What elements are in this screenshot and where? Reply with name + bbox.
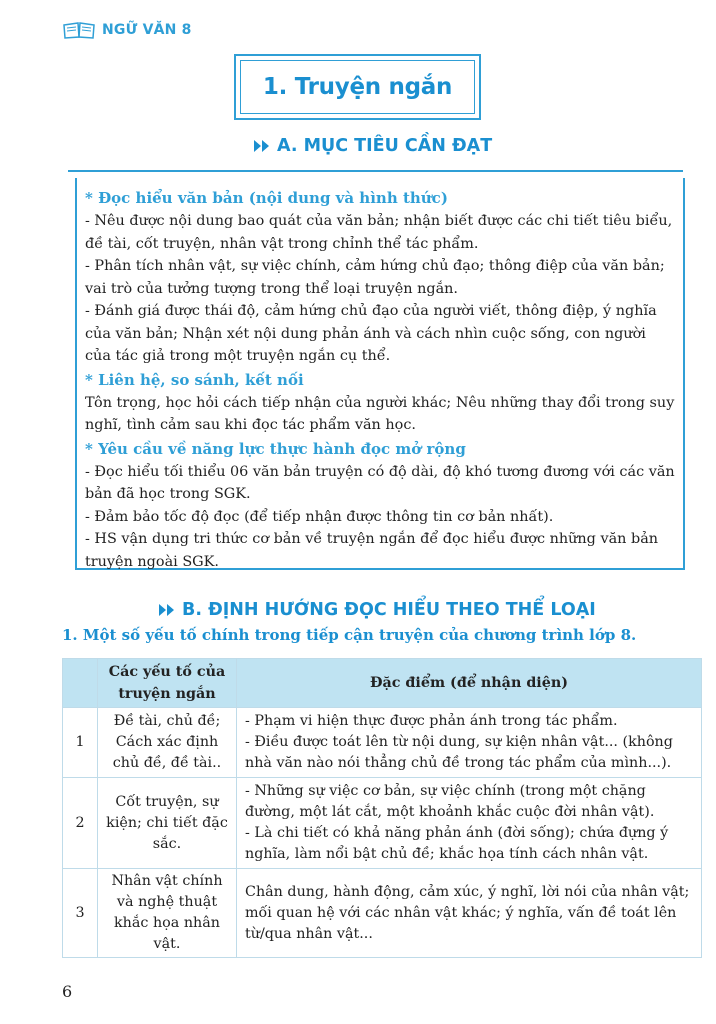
feature-line: - Phạm vi hiện thực được phản ánh trong tác phẩm. [245,713,618,729]
objective-item: - HS vận dụng tri thức cơ bản về truyện ngắn để đọc hiểu được những văn bản truyện ngoài SGK. [85,531,659,570]
row-features [237,869,702,958]
frame-top-line [68,170,683,172]
row-element: Đề tài, chủ đề; Cách xác định chủ đề, đề tài.. [98,708,237,778]
table-header-features: Đặc điểm (để nhận diện) [237,659,702,708]
feature-line: - Điều được toát lên từ nội dung, sự kiện nhân vật... (không nhà văn nào nói thẳng chủ đề trong tác phẩm của mình...). [245,734,673,771]
section-b-heading-text: B. ĐỊNH HƯỚNG ĐỌC HIỂU THEO THỂ LOẠI [182,600,596,620]
page-number: 6 [62,982,73,1001]
double-arrow-icon [158,603,176,617]
book-title: NGỮ VĂN 8 [102,22,192,38]
objectives-subheading-connect: * Liên hệ, so sánh, kết nối [85,370,304,389]
row-element: Nhân vật chính và nghệ thuật khắc họa nhân vật. [98,869,237,958]
lesson-title-box [234,54,481,120]
lesson-title: 1. Truyện ngắn [262,74,453,100]
table-row [63,778,702,869]
feature-line: - Là chi tiết có khả năng phản ánh (đời sống); chứa đựng ý nghĩa, làm nổi bật chủ đề; khắc họa tính cách nhân vật. [245,825,669,862]
objectives-subheading-reading: * Đọc hiểu văn bản (nội dung và hình thức) [85,189,448,207]
section-b-subheading: 1. Một số yếu tố chính trong tiếp cận truyện của chương trình lớp 8. [62,626,637,644]
objective-item: - Phân tích nhân vật, sự việc chính, cảm hứng chủ đạo; thông điệp của văn bản; vai trò của tưởng tượng trong thể loại truyện ngắn. [85,258,665,297]
table-header-row [63,659,702,708]
story-elements-table [62,658,702,958]
table-row [63,869,702,958]
book-icon [62,21,96,39]
objective-item: Tôn trọng, học hỏi cách tiếp nhận của người khác; Nêu những thay đổi trong suy nghĩ, tình cảm sau khi đọc tác phẩm văn học. [85,394,675,433]
row-number: 2 [63,778,98,869]
objective-item: - Đánh giá được thái độ, cảm hứng chủ đạo của người viết, thông điệp, ý nghĩa của văn bản; Nhận xét nội dung phản ánh và cách nhìn cuộc sống, con người của tác giả trong một truyện ngắn cụ thể. [85,303,657,364]
row-number: 1 [63,708,98,778]
section-a-heading-text: A. MỤC TIÊU CẦN ĐẠT [277,136,493,156]
section-b-heading [158,600,596,620]
objective-item: - Nêu được nội dung bao quát của văn bản; nhận biết được các chi tiết tiêu biểu, đề tài, cốt truyện, nhân vật trong chỉnh thể tác phẩm. [85,213,673,252]
table-header-number [63,659,98,708]
row-features [237,778,702,869]
table-row [63,708,702,778]
row-features [237,708,702,778]
double-arrow-icon [253,139,271,153]
row-number: 3 [63,869,98,958]
table-header-element: Các yếu tố của truyện ngắn [98,659,237,708]
objective-item: - Đảm bảo tốc độ đọc (để tiếp nhận được thông tin cơ bản nhất). [85,508,554,525]
objectives-content [85,186,675,573]
objectives-subheading-practice: * Yêu cầu về năng lực thực hành đọc mở rộng [85,439,466,458]
section-a-heading [253,136,492,156]
objective-item: - Đọc hiểu tối thiểu 06 văn bản truyện có độ dài, độ khó tương đương với các văn bản đã học trong SGK. [85,463,675,502]
feature-line: Chân dung, hành động, cảm xúc, ý nghĩ, lời nói của nhân vật; mối quan hệ với các nhân vật khác; ý nghĩa, vấn đề toát lên từ/qua nhân vật... [245,883,690,942]
running-header [62,18,192,42]
row-element: Cốt truyện, sự kiện; chi tiết đặc sắc. [98,778,237,869]
feature-line: - Những sự việc cơ bản, sự việc chính (trong một chặng đường, một lát cắt, một khoảnh khắc cuộc đời nhân vật). [245,783,655,820]
